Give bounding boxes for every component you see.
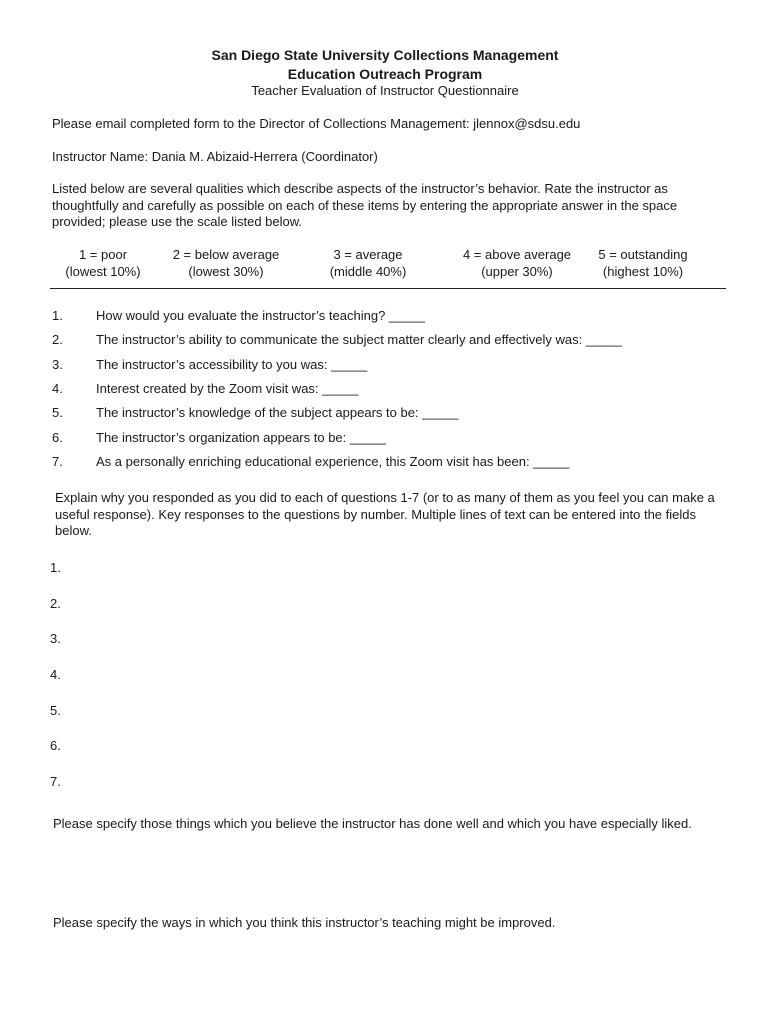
scale-label: 1 = poor — [78, 247, 128, 262]
explain-prompt: Explain why you responded as you did to each of questions 1-7 (or to as many of them as you feel you can make a useful response). Key responses to the questions by number. Multiple lines of text can be entered into the fields below. — [55, 490, 715, 538]
scale-range: (middle 40%) — [329, 264, 407, 279]
question-number: 7. — [52, 454, 63, 469]
question-7[interactable]: As a personally enriching educational experience, this Zoom visit has been: _____ — [96, 454, 570, 469]
question-2[interactable]: The instructor’s ability to communicate the subject matter clearly and effectively was: _____ — [96, 332, 623, 347]
scale-label: 2 = below average — [172, 247, 280, 262]
scale-range: (lowest 30%) — [188, 264, 264, 279]
scale-item-5 — [586, 246, 700, 280]
scale-label: 3 = average — [333, 247, 403, 262]
form-title: San Diego State University Collections Management — [211, 47, 559, 63]
form-subtitle: Teacher Evaluation of Instructor Questionnaire — [251, 83, 519, 98]
question-6[interactable]: The instructor’s organization appears to be: _____ — [96, 430, 387, 445]
scale-label: 5 = outstanding — [598, 247, 688, 262]
question-number: 5. — [52, 405, 63, 420]
question-number: 2. — [52, 332, 63, 347]
response-field-4[interactable]: 4. — [50, 667, 61, 682]
email-instruction: Please email completed form to the Director of Collections Management: jlennox@sdsu.edu — [52, 116, 581, 131]
section-divider — [50, 288, 726, 289]
question-5[interactable]: The instructor’s knowledge of the subject appears to be: _____ — [96, 405, 459, 420]
question-number: 4. — [52, 381, 63, 396]
response-field-2[interactable]: 2. — [50, 596, 61, 611]
question-3[interactable]: The instructor’s accessibility to you was: _____ — [96, 357, 368, 372]
question-number: 6. — [52, 430, 63, 445]
scale-range: (highest 10%) — [602, 264, 684, 279]
response-field-5[interactable]: 5. — [50, 703, 61, 718]
program-name: Education Outreach Program — [287, 66, 483, 82]
question-1[interactable]: How would you evaluate the instructor’s teaching? _____ — [96, 308, 426, 323]
question-number: 1. — [52, 308, 63, 323]
response-field-1[interactable]: 1. — [50, 560, 61, 575]
scale-range: (upper 30%) — [481, 264, 553, 279]
done-well-prompt[interactable]: Please specify those things which you believe the instructor has done well and which you have especially liked. — [53, 816, 692, 831]
scale-range: (lowest 10%) — [65, 264, 141, 279]
scale-item-1 — [52, 246, 154, 280]
rating-intro: Listed below are several qualities which describe aspects of the instructor’s behavior. Rate the instructor as thoughtfully and carefully as possible on each of these items by entering the appropriate answer in the space provided; please use the scale listed below. — [52, 181, 678, 229]
question-number: 3. — [52, 357, 63, 372]
question-4[interactable]: Interest created by the Zoom visit was: _____ — [96, 381, 359, 396]
response-field-6[interactable]: 6. — [50, 738, 61, 753]
improvement-prompt[interactable]: Please specify the ways in which you think this instructor’s teaching might be improved. — [53, 915, 556, 930]
instructor-name: Instructor Name: Dania M. Abizaid-Herrera (Coordinator) — [52, 149, 378, 164]
scale-item-4 — [452, 246, 582, 280]
response-field-3[interactable]: 3. — [50, 631, 61, 646]
scale-item-2 — [160, 246, 292, 280]
scale-item-3 — [310, 246, 426, 280]
response-field-7[interactable]: 7. — [50, 774, 61, 789]
scale-label: 4 = above average — [462, 247, 572, 262]
